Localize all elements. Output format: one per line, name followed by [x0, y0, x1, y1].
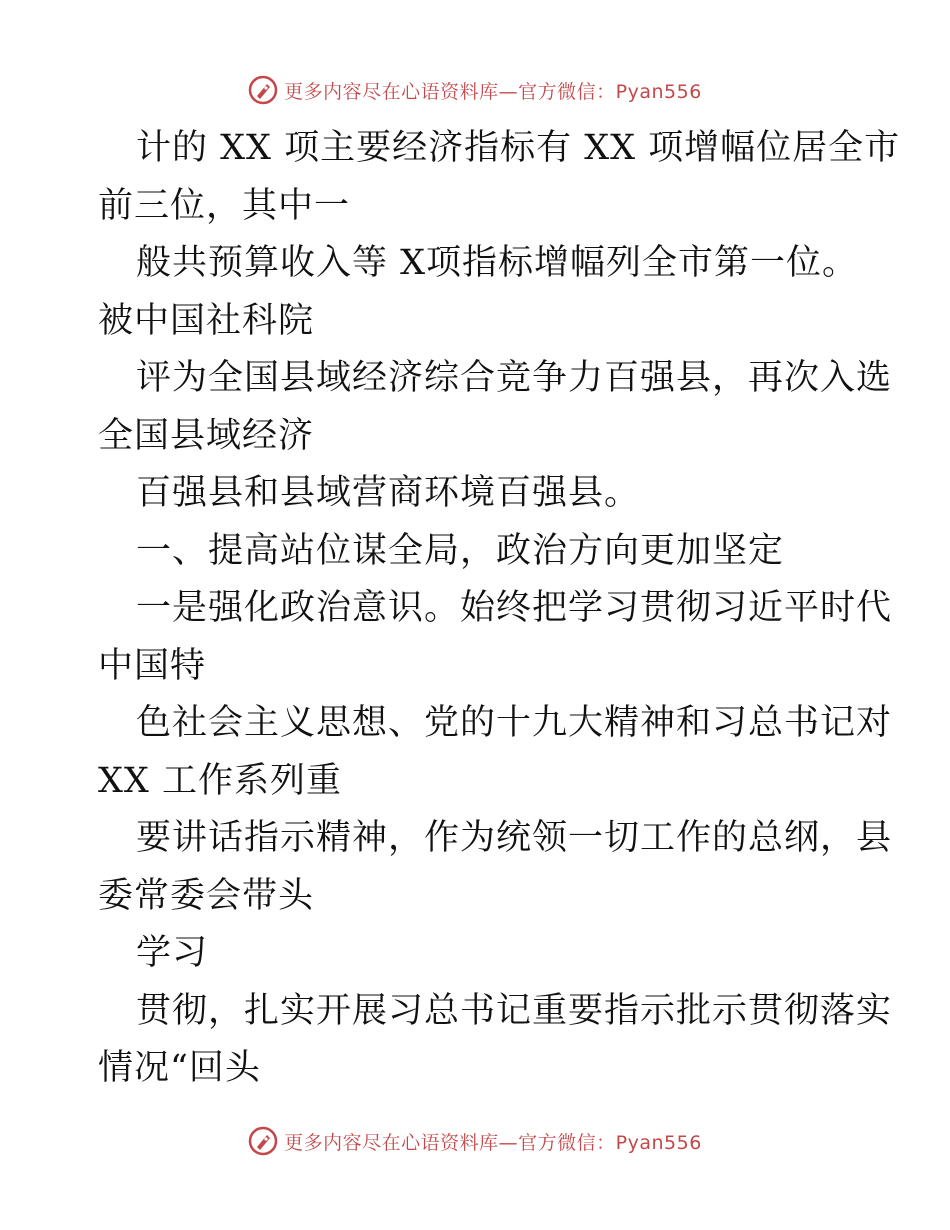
body-line: 贯彻，扎实开展习总书记重要指示批示贯彻落实	[136, 990, 893, 1031]
section-heading: 一、提高站位谋全局，政治方向更加坚定	[136, 530, 785, 571]
body-line: 评为全国县域经济综合竞争力百强县，再次入选	[136, 358, 893, 398]
body-line: 学习	[136, 933, 209, 973]
body-line: 中国特	[98, 645, 207, 686]
body-line: 前三位，其中一	[98, 185, 351, 226]
body-line: 般共预算收入等 X项指标增幅列全市第一位。	[136, 243, 859, 283]
body-line: 全国县域经济	[98, 415, 315, 456]
body-line: 色社会主义思想、党的十九大精神和习总书记对	[136, 703, 893, 743]
footer-watermark	[0, 1121, 950, 1161]
pen-nib-logo-icon	[248, 1126, 278, 1156]
body-line: 一是强化政治意识。始终把学习贯彻习近平时代	[136, 588, 893, 628]
pen-nib-logo-icon	[248, 75, 278, 105]
document-body	[98, 120, 901, 1098]
body-line: 情况“回头	[98, 1048, 261, 1088]
header-watermark-text: 更多内容尽在心语资料库—官方微信：Pyan556	[284, 80, 702, 103]
footer-watermark-text: 更多内容尽在心语资料库—官方微信：Pyan556	[284, 1131, 702, 1154]
body-line: 计的 XX 项主要经济指标有 XX 项增幅位居全市	[136, 128, 901, 168]
body-line: 委常委会带头	[98, 875, 315, 916]
body-line: 要讲话指示精神，作为统领一切工作的总纲，县	[136, 818, 893, 858]
body-line: 被中国社科院	[98, 300, 315, 341]
body-line: 百强县和县域营商环境百强县。	[136, 473, 641, 513]
body-line: XX 工作系列重	[98, 760, 342, 801]
header-watermark	[0, 70, 950, 110]
